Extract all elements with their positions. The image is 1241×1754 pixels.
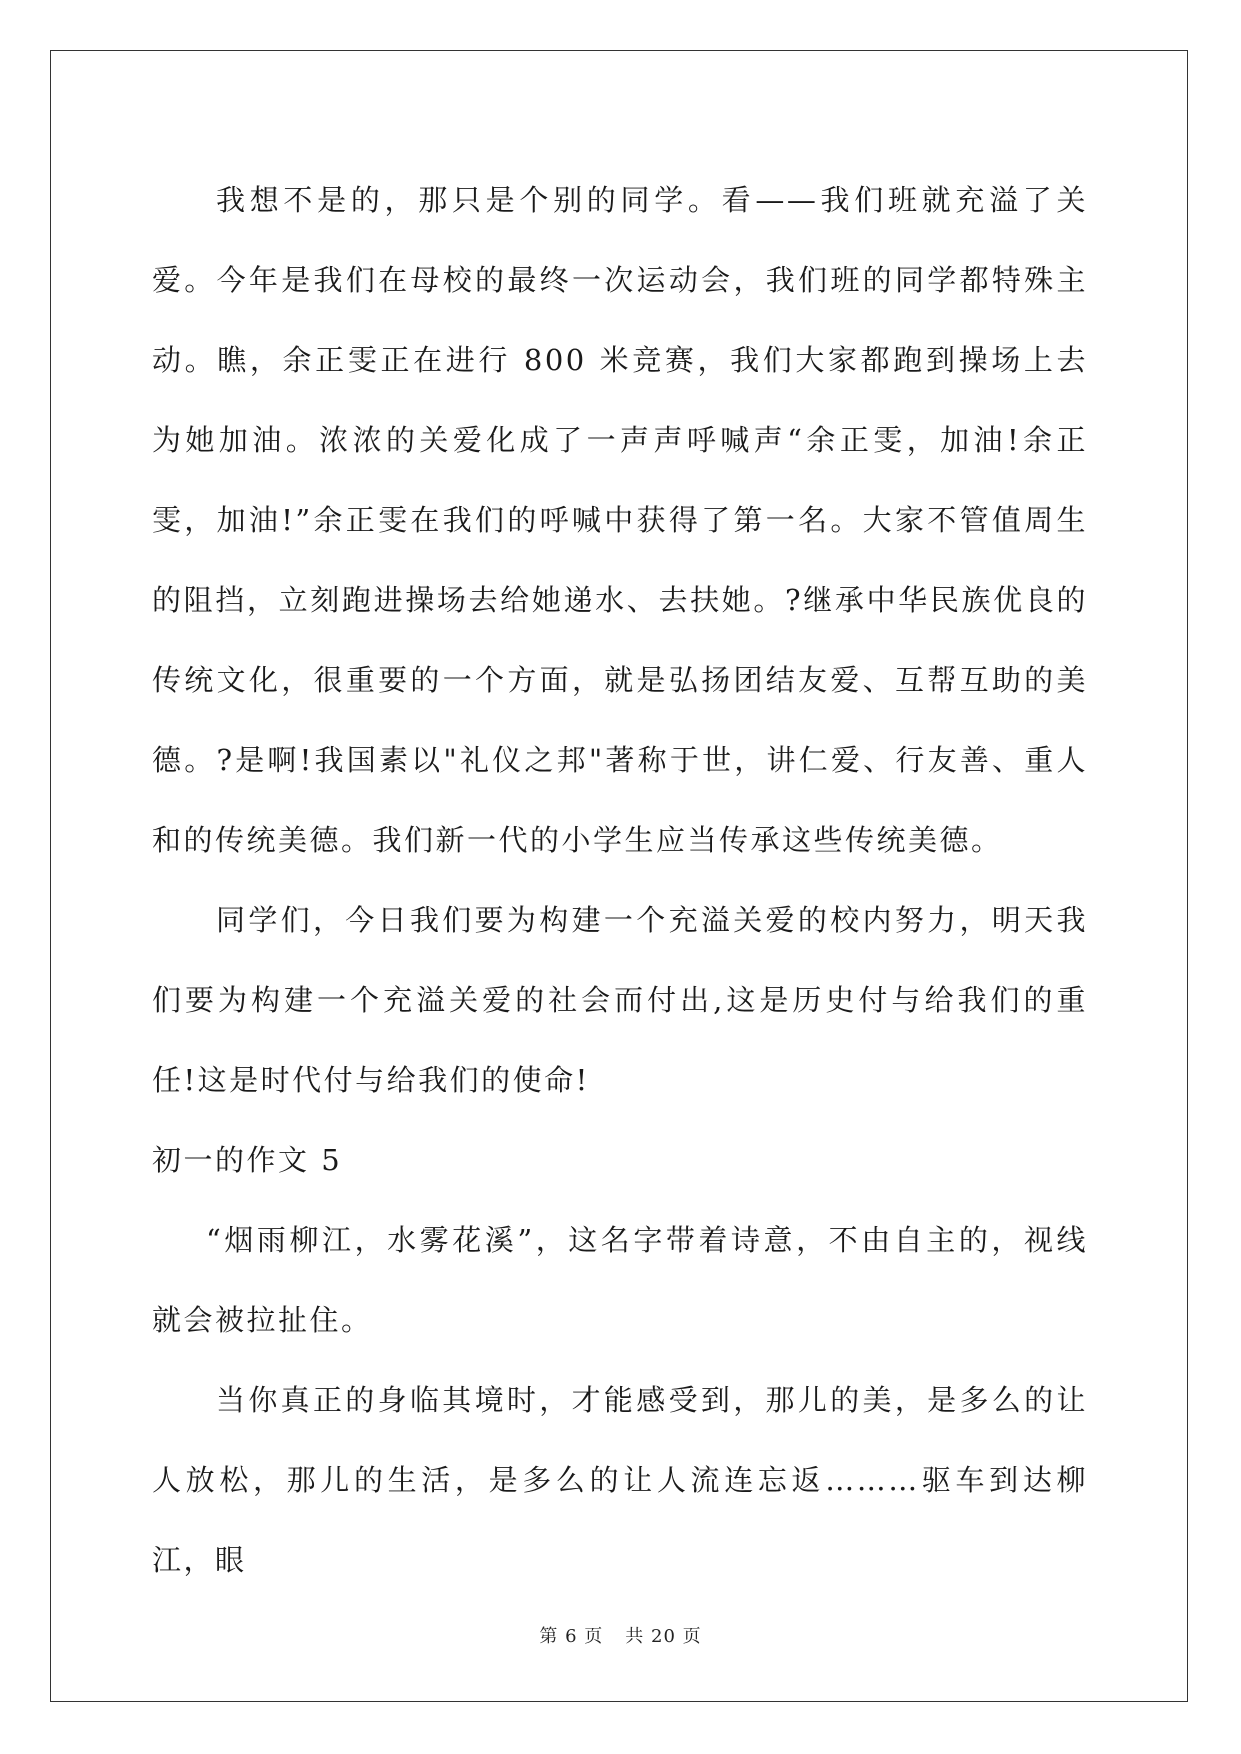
paragraph-3: “烟雨柳江，水雾花溪”，这名字带着诗意，不由自主的，视线就会被拉扯住。 <box>152 1223 1088 1337</box>
paragraph-1: 我想不是的，那只是个别的同学。看——我们班就充溢了关爱。今年是我们在母校的最终一次运动会，我们班的同学都特殊主动。瞧，余正雯正在进行 800 米竞赛，我们大家都跑到操场上去为她加油。浓浓的关爱化成了一声声呼喊声“余正雯，加油!余正雯，加油!”余正雯在我们的呼喊中获得了第一名。大家不管值周生的阻挡，立刻跑进操场去给她递水、去扶她。?继承中华民族优良的传统文化，很重要的一个方面，就是弘扬团结友爱、互帮互助的美德。?是啊!我国素以"礼仪之邦"著称于世，讲仁爱、行友善、重人和的传统美德。我们新一代的小学生应当传承这些传统美德。 <box>152 183 1088 857</box>
paragraph-2: 同学们，今日我们要为构建一个充溢关爱的校内努力，明天我们要为构建一个充溢关爱的社会而付出,这是历史付与给我们的重任!这是时代付与给我们的使命! <box>152 903 1088 1097</box>
paragraph-4: 当你真正的身临其境时，才能感受到，那儿的美，是多么的让人放松，那儿的生活，是多么的让人流连忘返………驱车到达柳江，眼 <box>152 1383 1088 1577</box>
page-number: 第 6 页 <box>539 1626 604 1647</box>
section-heading: 初一的作文 5 <box>152 1143 343 1177</box>
document-body <box>152 160 1088 1600</box>
page-footer <box>0 1622 1241 1648</box>
page-total: 共 20 页 <box>625 1626 702 1647</box>
